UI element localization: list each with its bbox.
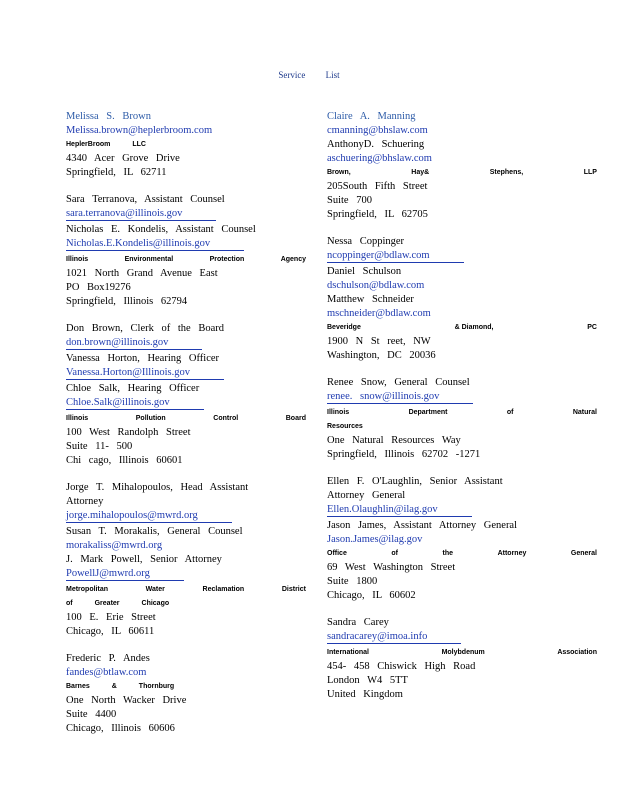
organization-word: Beveridge [327, 324, 361, 331]
contact-line: Suite 11- 500 [66, 441, 133, 452]
organization-word: of [66, 600, 73, 607]
email-link-jorge-mihalopoulos-mwrd-org[interactable]: jorge.mihalopoulos@mwrd.org [66, 510, 232, 523]
contact-line: Suite 4400 [66, 709, 117, 720]
organization-name [66, 597, 306, 611]
organization-word: Hay& [411, 169, 430, 176]
organization-word: of [391, 550, 398, 557]
contact-line: Attorney General [327, 490, 406, 501]
contact-line: Jorge T. Mihalopoulos, Head Assistant [66, 482, 249, 493]
organization-word: Greater [94, 600, 120, 607]
email-line [66, 366, 306, 382]
email-link-nicholas-e-kondelis-illinois-gov[interactable]: Nicholas.E.Kondelis@illinois.gov [66, 238, 244, 251]
contact-line: 4340 Acer Grove Drive [66, 153, 180, 164]
organization-word: International [327, 649, 370, 656]
contact-entry [327, 235, 597, 363]
contact-line: Suite 700 [327, 195, 372, 206]
email-line [327, 533, 597, 547]
contact-line: One North Wacker Drive [66, 695, 187, 706]
email-link-vanessa-horton-illinois-gov[interactable]: Vanessa.Horton@Illinois.gov [66, 367, 224, 380]
email-line [66, 336, 306, 352]
organization-name [66, 412, 306, 426]
email-line [66, 396, 306, 412]
organization-word: General [570, 550, 597, 557]
organization-name [327, 646, 597, 660]
email-link-mschneider-bdlaw-com[interactable]: mschneider@bdlaw.com [327, 308, 431, 319]
page-title: Service List [278, 70, 340, 80]
organization-name [327, 166, 597, 180]
organization-word: Agency [280, 256, 306, 263]
email-link-renee-snow-illinois-gov[interactable]: renee. snow@illinois.gov [327, 391, 473, 404]
email-line [66, 666, 306, 680]
contact-line: Sandra Carey [327, 617, 389, 628]
email-line [66, 237, 306, 253]
contact-line: Frederic P. Andes [66, 653, 150, 664]
contact-line: Springfield, Illinois 62794 [66, 296, 188, 307]
email-line [327, 503, 597, 519]
email-link-chloe-salk-illinois-gov[interactable]: Chloe.Salk@illinois.gov [66, 397, 204, 410]
email-line [327, 390, 597, 406]
organization-word: Molybdenum [441, 649, 485, 656]
contact-line: Don Brown, Clerk of the Board [66, 323, 224, 334]
email-link-melissa-brown-heplerbroom-com[interactable]: Melissa.brown@heplerbroom.com [66, 125, 213, 136]
contact-line: Springfield, Illinois 62702 -1271 [327, 449, 481, 460]
organization-word: Chicago [141, 600, 170, 607]
organization-name [327, 547, 597, 561]
contact-line: Attorney [66, 496, 104, 507]
contact-line: Nessa Coppinger [327, 236, 405, 247]
organization-word: the [442, 550, 454, 557]
organization-word: PC [587, 324, 597, 331]
contact-line: Ellen F. O'Laughlin, Senior Assistant [327, 476, 503, 487]
organization-word: Resources [327, 423, 363, 430]
organization-name [327, 406, 597, 420]
organization-word: & Diamond, [454, 324, 494, 331]
organization-word: Illinois [66, 415, 89, 422]
contact-entry [66, 322, 306, 468]
organization-word: Environmental [124, 256, 174, 263]
contact-line: J. Mark Powell, Senior Attorney [66, 554, 222, 565]
email-line [66, 124, 306, 138]
organization-word: & [111, 683, 117, 690]
contact-line: Renee Snow, General Counsel [327, 377, 470, 388]
contact-line: Jason James, Assistant Attorney General [327, 520, 518, 531]
contact-entry [66, 193, 306, 309]
contact-entry [66, 481, 306, 639]
organization-word: Office [327, 550, 347, 557]
contact-line: 100 West Randolph Street [66, 427, 191, 438]
email-line [327, 307, 597, 321]
email-link-powellj-mwrd-org[interactable]: PowellJ@mwrd.org [66, 568, 184, 581]
contact-line: Chicago, Illinois 60606 [66, 723, 175, 734]
email-line [327, 249, 597, 265]
organization-word: Control [213, 415, 239, 422]
contact-entry [327, 616, 597, 702]
organization-word: LLC [132, 141, 146, 148]
email-link-dschulson-bdlaw-com[interactable]: dschulson@bdlaw.com [327, 280, 425, 291]
organization-word: Department [408, 409, 448, 416]
organization-word: Protection [209, 256, 245, 263]
email-line [327, 124, 597, 138]
email-line [66, 567, 306, 583]
contact-line: 100 E. Erie Street [66, 612, 156, 623]
email-link-don-brown-illinois-gov[interactable]: don.brown@illinois.gov [66, 337, 202, 350]
organization-word: Stephens, [489, 169, 524, 176]
contact-line: London W4 5TT [327, 675, 408, 686]
right-column [327, 110, 597, 715]
contact-line: Washington, DC 20036 [327, 350, 436, 361]
organization-word: Metropolitan [66, 586, 108, 593]
email-line [327, 630, 597, 646]
contact-entry [327, 110, 597, 222]
organization-name [66, 680, 306, 694]
organization-name [66, 253, 306, 267]
email-link-ncoppinger-bdlaw-com[interactable]: ncoppinger@bdlaw.com [327, 250, 464, 263]
organization-name [66, 138, 306, 152]
contact-line: Susan T. Morakalis, General Counsel [66, 526, 243, 537]
email-link-morakaliss-mwrd-org[interactable]: morakaliss@mwrd.org [66, 540, 163, 551]
left-column [66, 110, 306, 749]
email-line [66, 207, 306, 223]
contact-line: Springfield, IL 62711 [66, 167, 167, 178]
organization-name [66, 583, 306, 597]
contact-line: 1900 N St reet, NW [327, 336, 431, 347]
organization-name [327, 321, 597, 335]
email-line [327, 152, 597, 166]
contact-line: Nicholas E. Kondelis, Assistant Counsel [66, 224, 256, 235]
contact-line: Suite 1800 [327, 576, 378, 587]
organization-word: Association [557, 649, 597, 656]
email-link-sara-terranova-illinois-gov[interactable]: sara.terranova@illinois.gov [66, 208, 216, 221]
contact-line: PO Box19276 [66, 282, 131, 293]
organization-word: Reclamation [202, 586, 245, 593]
organization-word: Board [285, 415, 306, 422]
email-link-aschuering-bhslaw-com[interactable]: aschuering@bhslaw.com [327, 153, 432, 164]
contact-line: AnthonyD. Schuering [327, 139, 425, 150]
contact-line: Chicago, IL 60602 [327, 590, 416, 601]
organization-word: of [506, 409, 514, 416]
contact-entry [327, 475, 597, 603]
organization-word: Attorney [497, 550, 527, 557]
contact-line: United Kingdom [327, 689, 403, 700]
organization-word: Brown, [327, 169, 351, 176]
contact-line: 69 West Washington Street [327, 562, 456, 573]
contact-line: Vanessa Horton, Hearing Officer [66, 353, 220, 364]
contact-line: Daniel Schulson [327, 266, 402, 277]
contact-line: Springfield, IL 62705 [327, 209, 428, 220]
organization-word: Thornburg [138, 683, 175, 690]
contact-line: 1021 North Grand Avenue East [66, 268, 218, 279]
email-link-sandracarey-imoa-info[interactable]: sandracarey@imoa.info [327, 631, 461, 644]
contact-line: Sara Terranova, Assistant Counsel [66, 194, 225, 205]
organization-word: HeplerBroom [66, 141, 111, 148]
organization-word: Illinois [66, 256, 89, 263]
contact-line: One Natural Resources Way [327, 435, 461, 446]
email-line [66, 509, 306, 525]
contact-name: Claire A. Manning [327, 111, 416, 122]
contact-line: 205South Fifth Street [327, 181, 428, 192]
contact-entry [66, 652, 306, 736]
email-link-cmanning-bhslaw-com[interactable]: cmanning@bhslaw.com [327, 125, 428, 136]
contact-line: 454- 458 Chiswick High Road [327, 661, 476, 672]
email-link-ellen-olaughlin-ilag-gov[interactable]: Ellen.Olaughlin@ilag.gov [327, 504, 472, 517]
email-link-jason-james-ilag-gov[interactable]: Jason.James@ilag.gov [327, 534, 423, 545]
email-link-fandes-btlaw-com[interactable]: fandes@btlaw.com [66, 667, 147, 678]
organization-word: Water [145, 586, 165, 593]
organization-word: Illinois [327, 409, 350, 416]
email-line [66, 539, 306, 553]
contact-line: Chicago, IL 60611 [66, 626, 155, 637]
contact-line: Chi cago, Illinois 60601 [66, 455, 183, 466]
organization-word: Barnes [66, 683, 90, 690]
contact-name: Melissa S. Brown [66, 111, 151, 122]
contact-entry [66, 110, 306, 180]
contact-line: Matthew Schneider [327, 294, 414, 305]
organization-word: Pollution [135, 415, 166, 422]
organization-name [327, 420, 597, 434]
organization-word: District [281, 586, 306, 593]
organization-word: Natural [572, 409, 597, 416]
organization-word: LLP [583, 169, 597, 176]
email-line [327, 279, 597, 293]
contact-line: Chloe Salk, Hearing Officer [66, 383, 200, 394]
contact-entry [327, 376, 597, 462]
